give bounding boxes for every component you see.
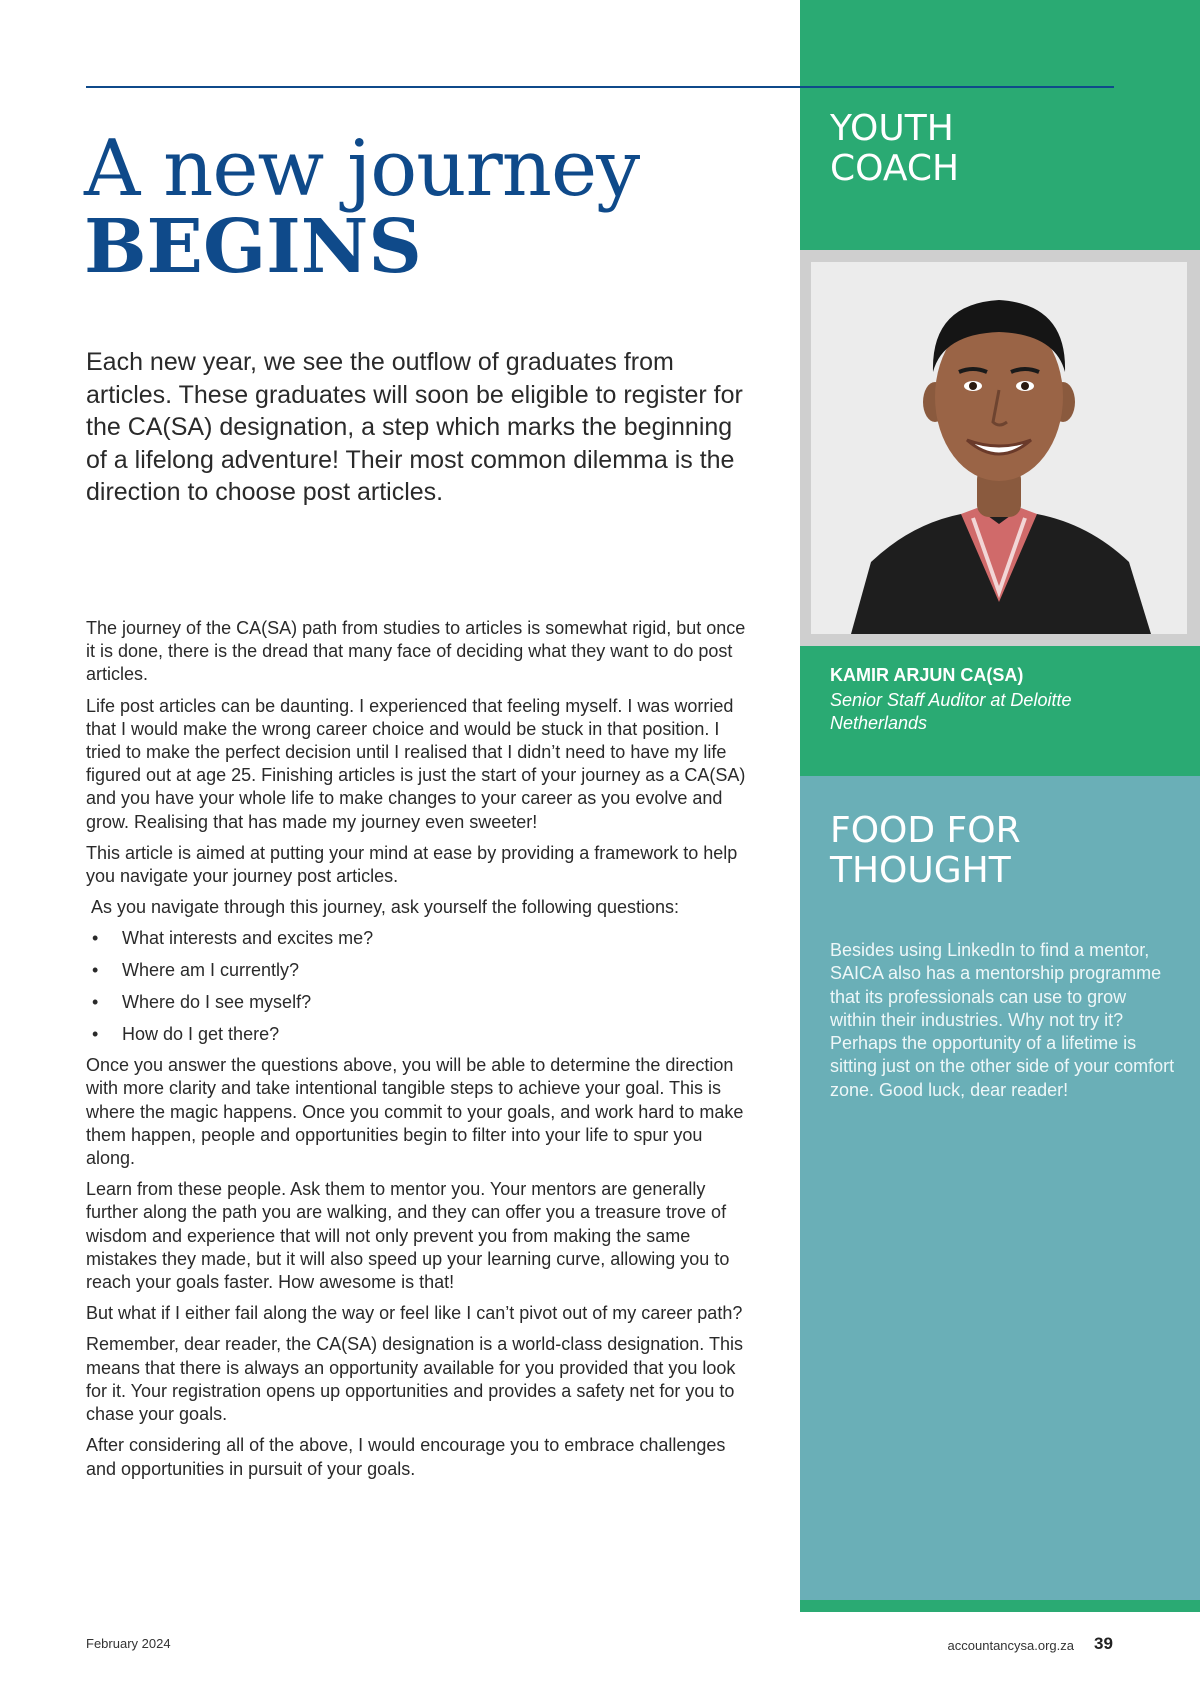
profile-role: Senior Staff Auditor at Deloitte Netherlands (830, 690, 1072, 733)
bullet-icon: • (92, 928, 99, 949)
food-line-1: FOOD FOR (830, 810, 1021, 851)
body-paragraph-8: Remember, dear reader, the CA(SA) designation is a world-class designation. This means that there is always an opportunity available for you provided that you look for it. Your registration opens up opportunities and provides a safety net for you to chase your goals. (86, 1334, 743, 1425)
body-paragraph-4: As you navigate through this journey, ask yourself the following questions: (91, 897, 680, 918)
food-line-2: THOUGHT (830, 850, 1011, 891)
section-line-1: YOUTH (830, 108, 954, 149)
sidebar-bottom-strip (800, 1600, 1200, 1612)
profile-name: KAMIR ARJUN CA(SA) (830, 665, 1024, 685)
footer-date: February 2024 (86, 1636, 171, 1651)
top-rule (86, 86, 1114, 88)
title-line-1: A new journey (84, 124, 640, 214)
list-item (86, 927, 756, 950)
section-heading (830, 109, 959, 189)
food-for-thought-heading (830, 811, 1021, 891)
page-number: 39 (1094, 1634, 1113, 1653)
section-line-2: COACH (830, 148, 960, 189)
sidebar (800, 0, 1200, 1612)
footer-website: accountancysa.org.za (947, 1638, 1074, 1653)
food-for-thought-text: Besides using LinkedIn to find a mentor, SAICA also has a mentorship programme that its professionals can use to grow within their industries. Why not try it? Perhaps the opportunity of a lifetime is sitting just on the other side of your comfort zone. Good luck, dear reader! (830, 940, 1175, 1100)
list-item (86, 991, 756, 1014)
question-text: Where am I currently? (122, 960, 300, 981)
body-paragraph-7: But what if I either fail along the way or feel like I can’t pivot out of my career path? (86, 1303, 743, 1324)
food-for-thought-box (800, 776, 1200, 1600)
profile-photo (811, 262, 1187, 634)
question-text: Where do I see myself? (122, 991, 312, 1012)
portrait-illustration (811, 262, 1187, 634)
photo-frame (800, 250, 1200, 646)
question-list (86, 927, 756, 1045)
title-line-2: BEGINS (84, 204, 422, 290)
question-text: How do I get there? (122, 1023, 280, 1044)
body-paragraph-1: The journey of the CA(SA) path from studies to articles is somewhat rigid, but once it is done, there is the dread that many face of deciding what they want to do post articles. (86, 618, 746, 685)
intro-paragraph: Each new year, we see the outflow of graduates from articles. These graduates will soon be eligible to register for the CA(SA) designation, a step which marks the beginning of a lifelong adventure! Their most common dilemma is the direction to choose post articles. (86, 348, 743, 506)
bullet-icon: • (92, 960, 99, 981)
body-paragraph-2: Life post articles can be daunting. I experienced that feeling myself. I was worried that I would make the wrong career choice and would be stuck in that position. I tried to make the perfect decision until I realised that I didn’t need to have my life figured out at age 25. Finishing articles is just the start of your journey as a CA(SA) and you have your whole life to make changes to your career as you evolve and grow. Realising that has made my journey even sweeter! (86, 695, 746, 832)
body-paragraph-9: After considering all of the above, I would encourage you to embrace challenges and opportunities in pursuit of your goals. (86, 1435, 726, 1479)
body-paragraph-5: Once you answer the questions above, you will be able to determine the direction with more clarity and take intentional tangible steps to achieve your goal. This is where the magic happens. Once you commit to your goals, and work hard to make them happen, people and opportunities begin to filter into your life to spur you along. (86, 1055, 744, 1169)
bullet-icon: • (92, 1023, 99, 1044)
body-paragraph-3: This article is aimed at putting your mind at ease by providing a framework to help you navigate your journey post articles. (86, 842, 738, 887)
list-item (86, 1023, 756, 1046)
bullet-icon: • (92, 991, 99, 1012)
question-text: What interests and excites me? (122, 928, 374, 949)
article-body (86, 617, 756, 1489)
body-paragraph-6: Learn from these people. Ask them to mentor you. Your mentors are generally further along the path you are walking, and they can offer you a treasure trove of wisdom and experience that will not only prevent you from making the same mistakes they made, but it will also speed up your learning curve, allowing you to reach your goals faster. How awesome is that! (86, 1179, 730, 1293)
article-title (84, 124, 640, 290)
list-item (86, 959, 756, 982)
